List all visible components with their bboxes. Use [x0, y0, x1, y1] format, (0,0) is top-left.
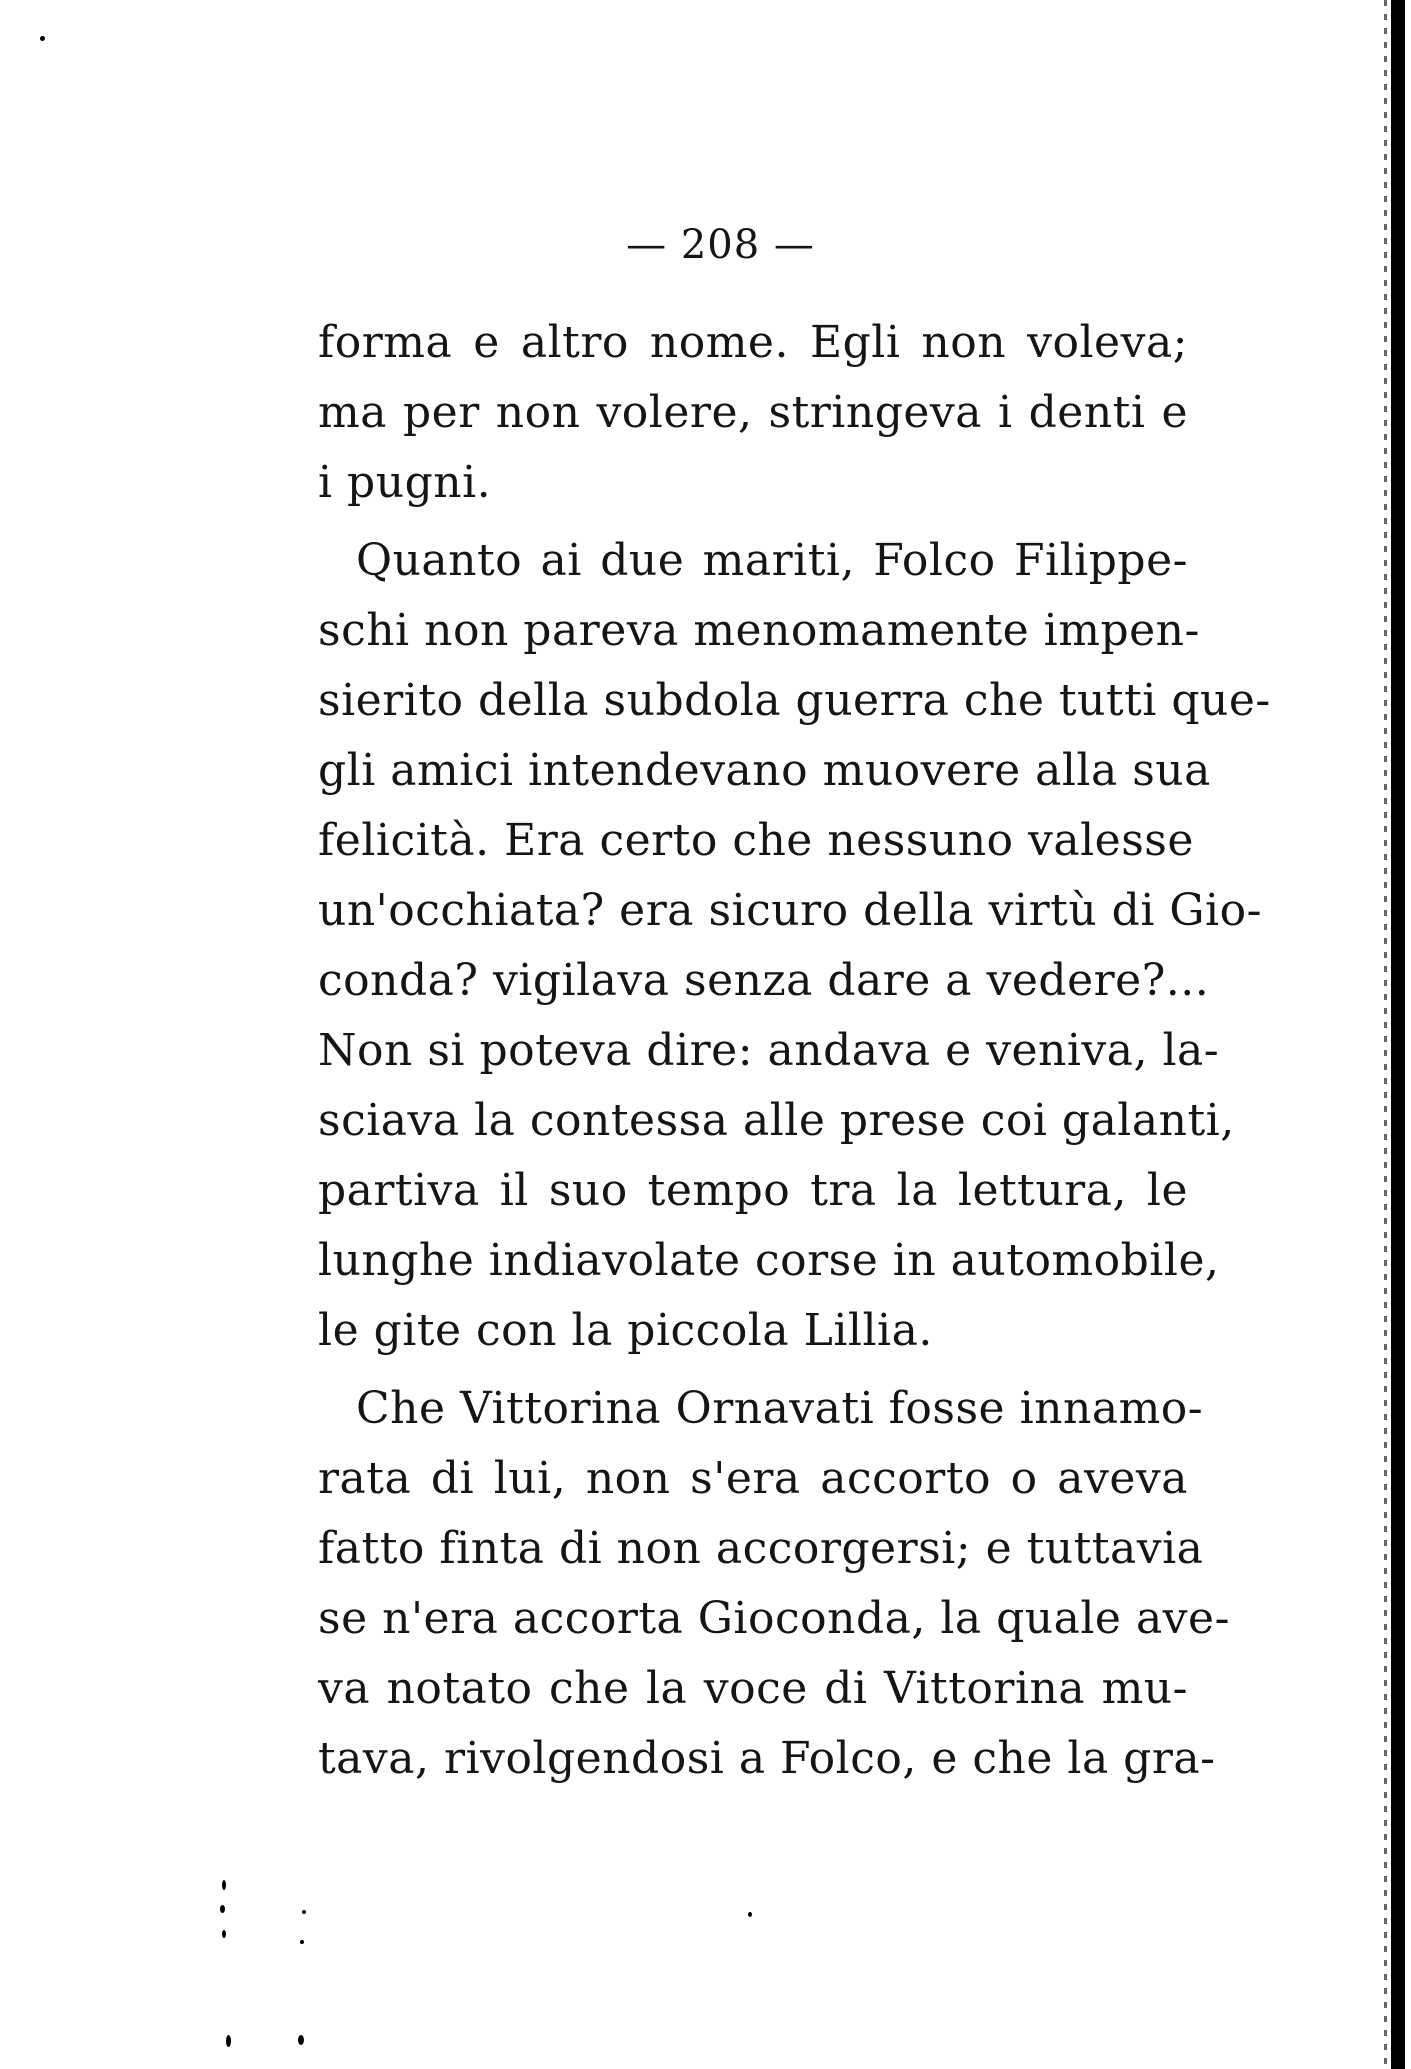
- scan-speck: [40, 36, 45, 41]
- scan-speck: [748, 1912, 752, 1917]
- body-text: [318, 308, 1271, 1794]
- text-line: conda? vigilava senza dare a vedere?...: [318, 955, 1210, 1006]
- text-line: Che Vittorina Ornavati fosse innamo-: [356, 1383, 1204, 1434]
- text-line: i pugni.: [318, 457, 492, 508]
- scan-edge-shadow: [1391, 0, 1405, 2069]
- text-line: se n'era accorta Gioconda, la quale ave-: [318, 1593, 1230, 1644]
- text-line: un'occhiata? era sicuro della virtù di Gio-: [318, 885, 1262, 936]
- text-line: Quanto ai due mariti, Folco Filippe-: [356, 535, 1188, 586]
- scan-speck: [220, 1905, 225, 1913]
- text-line: forma e altro nome. Egli non voleva;: [318, 317, 1188, 368]
- text-line: fatto finta di non accorgersi; e tuttavia: [318, 1523, 1204, 1574]
- scan-speck: [302, 1910, 306, 1914]
- page-number: — 208 —: [626, 222, 815, 268]
- text-line: schi non pareva menomamente impen-: [318, 605, 1200, 656]
- scan-speck: [298, 2035, 304, 2045]
- scan-speck: [300, 1940, 304, 1944]
- scan-edge-noise: [1384, 0, 1387, 2069]
- scan-speck: [226, 2035, 231, 2047]
- text-line: rata di lui, non s'era accorto o aveva: [318, 1453, 1188, 1504]
- text-line: felicità. Era certo che nessuno valesse: [318, 815, 1194, 866]
- paragraph-gap: [318, 518, 1188, 526]
- text-line: lunghe indiavolate corse in automobile,: [318, 1235, 1220, 1286]
- text-line: ma per non volere, stringeva i denti e: [318, 387, 1188, 438]
- text-line: le gite con la piccola Lillia.: [318, 1305, 933, 1356]
- paragraph-gap: [318, 1366, 1188, 1374]
- text-line: tava, rivolgendosi a Folco, e che la gra-: [318, 1733, 1216, 1784]
- scan-speck: [222, 1930, 226, 1938]
- text-line: partiva il suo tempo tra la lettura, le: [318, 1165, 1188, 1216]
- text-line: Non si poteva dire: andava e veniva, la-: [318, 1025, 1220, 1076]
- scan-speck: [222, 1880, 226, 1890]
- text-line: sierito della subdola guerra che tutti que-: [318, 675, 1271, 726]
- text-line: gli amici intendevano muovere alla sua: [318, 745, 1211, 796]
- text-line: va notato che la voce di Vittorina mu-: [318, 1663, 1188, 1714]
- text-line: sciava la contessa alle prese coi galanti,: [318, 1095, 1235, 1146]
